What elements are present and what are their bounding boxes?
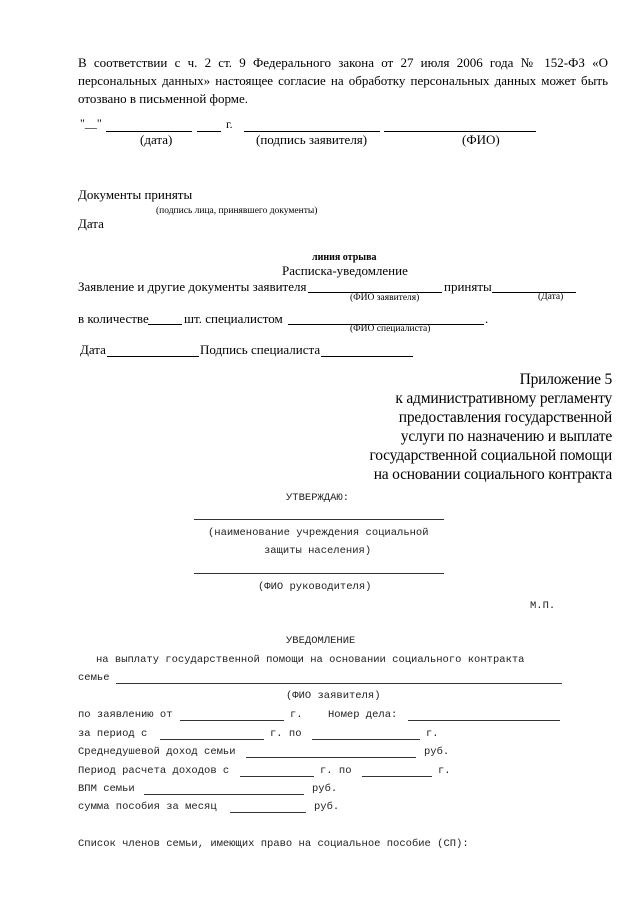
head-label: (ФИО руководителя) (258, 581, 372, 593)
documents-accepted-sub: (подпись лица, принявшего документы) (156, 206, 318, 216)
receipt-qty-line[interactable] (148, 324, 182, 325)
org-label-1: (наименование учреждения социальной (208, 527, 429, 539)
appendix-block (369, 370, 612, 484)
documents-date: Дата (78, 216, 104, 231)
receipt-fio-specialist: (ФИО специалиста) (350, 324, 431, 334)
vpm-rub: руб. (312, 783, 338, 795)
appendix-line: государственной социальной помощи (369, 447, 612, 464)
allowance-label: сумма пособия за месяц (78, 801, 217, 813)
receipt-line-1: Заявление и другие документы заявителя (78, 279, 307, 294)
receipt-period: . (485, 311, 489, 326)
head-line[interactable] (194, 573, 444, 574)
period-to-label: г. по (270, 728, 302, 740)
consent-line-3: отозвано в письменной форме. (78, 91, 249, 106)
appendix-line: предоставления государственной (398, 409, 612, 426)
receipt-specialist-sign: Подпись специалиста (200, 342, 321, 357)
appendix-line: к административному регламенту (395, 390, 612, 407)
org-label-2: защиты населения) (264, 545, 372, 557)
consent-line-2: персональных данных» настоящее согласие на обработку персональных данных может быть (78, 73, 608, 88)
vpm-label: ВПМ семьи (78, 783, 135, 795)
org-line[interactable] (194, 519, 444, 520)
notice-title: УВЕДОМЛЕНИЕ (286, 635, 356, 647)
family-line[interactable] (116, 683, 562, 684)
documents-accepted: Документы приняты (78, 187, 193, 202)
vpm-line[interactable] (144, 794, 304, 795)
date-quotes: "__" (80, 116, 102, 130)
consent-line-1: В соответствии с ч. 2 ст. 9 Федерального закона от 27 июля 2006 года № 152-ФЗ «О (78, 55, 608, 70)
receipt-date: Дата (80, 342, 106, 357)
receipt-date-field[interactable] (107, 356, 199, 357)
calc-period-year: г. (438, 765, 451, 777)
calc-period-to: г. по (320, 765, 352, 777)
avg-income-label: Среднедушевой доход семьи (78, 746, 236, 758)
receipt-qty-mid: шт. специалистом (184, 311, 283, 326)
allowance-rub: руб. (314, 801, 340, 813)
receipt-accepted: приняты (444, 279, 492, 294)
receipt-sign-field[interactable] (321, 356, 413, 357)
receipt-fio-applicant: (ФИО заявителя) (350, 293, 420, 303)
application-date-line[interactable] (180, 720, 284, 721)
appendix-line: на основании социального контракта (373, 466, 612, 483)
approve-label: УТВЕРЖДАЮ: (286, 492, 350, 504)
calc-period-label: Период расчета доходов с (78, 765, 230, 777)
case-number-line[interactable] (408, 720, 560, 721)
calc-from-line[interactable] (240, 776, 314, 777)
notice-subtitle: на выплату государственной помощи на основании социального контракта (96, 654, 525, 666)
receipt-qty-prefix: в количестве (78, 311, 149, 326)
fio-line[interactable] (384, 131, 536, 132)
allowance-line[interactable] (230, 812, 306, 813)
receipt-title: Расписка-уведомление (282, 263, 408, 278)
signature-label: (подпись заявителя) (256, 132, 368, 147)
notice-fio-applicant: (ФИО заявителя) (286, 690, 381, 702)
period-from-line[interactable] (160, 739, 264, 740)
date-label: (дата) (140, 132, 173, 147)
avg-income-line[interactable] (246, 757, 416, 758)
year-line[interactable] (197, 131, 221, 132)
appendix-line: услуги по назначению и выплате (400, 428, 612, 445)
seal-label: М.П. (530, 600, 556, 612)
receipt-date-line[interactable] (492, 292, 576, 293)
members-label: Список членов семьи, имеющих право на социальное пособие (СП): (78, 838, 469, 850)
avg-income-rub: руб. (424, 746, 450, 758)
period-from-label: за период с (78, 728, 148, 740)
receipt-date-small: (Дата) (538, 292, 564, 302)
appendix-line: Приложение 5 (519, 371, 612, 388)
period-to-line[interactable] (312, 739, 420, 740)
period-year: г. (426, 728, 439, 740)
calc-to-line[interactable] (362, 776, 432, 777)
tear-line-label: линия отрыва (312, 252, 377, 263)
by-application-label: по заявлению от (78, 709, 173, 721)
year-suffix: г. (226, 117, 233, 131)
case-number-label: Номер дела: (328, 709, 398, 721)
fio-label: (ФИО) (462, 132, 500, 147)
family-label: семье (78, 672, 110, 684)
application-year: г. (290, 709, 303, 721)
